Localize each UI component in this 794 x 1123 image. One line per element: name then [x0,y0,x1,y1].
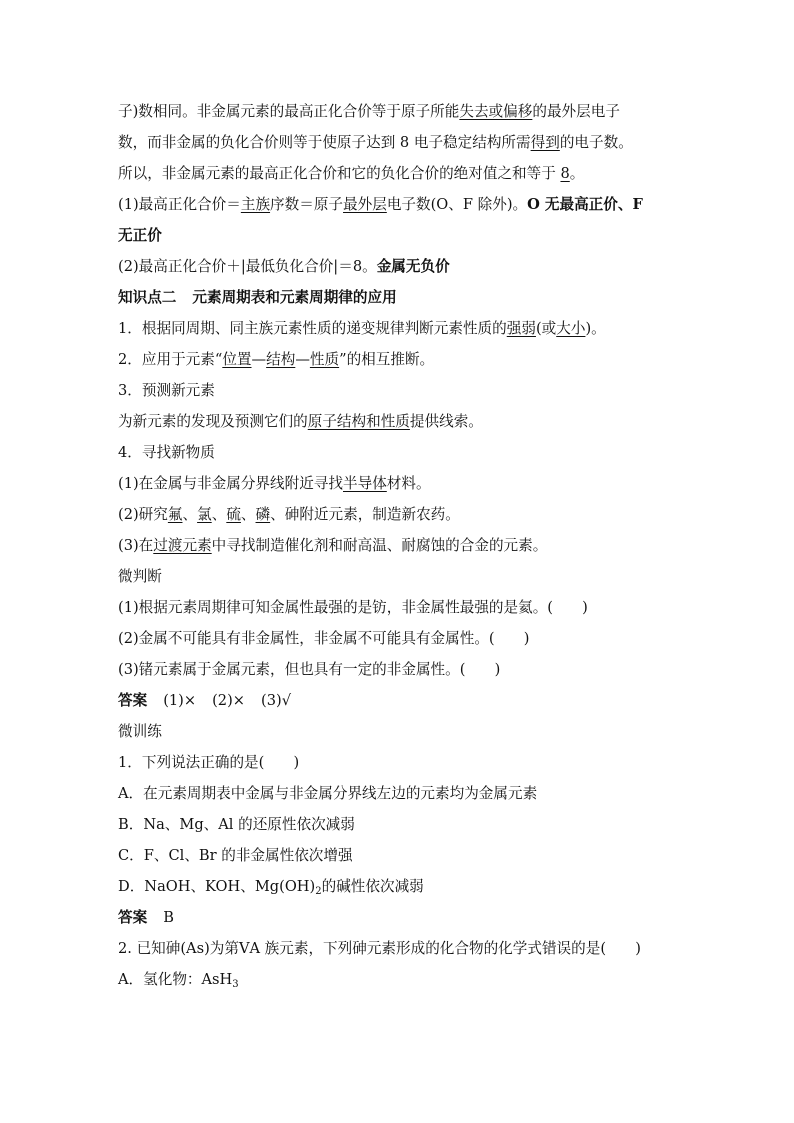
rule-line-1-cont [118,220,688,251]
underlined-answer: 硫 [226,506,241,523]
subheading-micro-training [118,716,688,747]
text: 为新元素的发现及预测它们的 [118,413,308,430]
paragraph-line-3 [118,158,688,189]
list-item-2 [118,344,688,375]
answer-value: (1)× [163,692,197,709]
section-heading [118,282,688,313]
text: 的电子数。 [559,134,633,151]
paragraph-line-2 [118,127,688,158]
answer-line-1 [118,685,688,716]
text: 2. 已知砷(As)为第ⅤA 族元素，下列砷元素形成的化合物的化学式错误的是( ) [118,940,641,957]
answer-value: B [163,909,174,926]
list-item-4-sub-3 [118,530,688,561]
list-item-3-detail [118,406,688,437]
text: )。 [585,320,606,337]
text: 3．预测新元素 [118,382,215,399]
document-body [118,96,688,995]
question-1 [118,747,688,778]
judgement-item-1 [118,592,688,623]
text: 电子数(O、F 除外)。 [386,196,528,213]
text: 的碱性依次减弱 [321,878,424,895]
text: — [295,351,310,368]
answer-label: 答案 [118,692,148,709]
underlined-answer: 性质 [309,351,340,368]
text: 数，而非金属的负化合价则等于使原子达到 8 电子稳定结构所需 [118,134,531,151]
section-number: 知识点二 [118,289,177,306]
subheading-micro-judgement [118,561,688,592]
bold-note: 无正价 [118,227,162,244]
text: A．在元素周期表中金属与非金属分界线左边的元素均为金属元素 [118,785,538,802]
question-1-option-d [118,871,688,902]
underlined-answer: 强弱 [506,320,536,337]
question-2 [118,933,688,964]
underlined-answer: 位置 [222,351,252,368]
underlined-answer: 磷 [255,506,271,523]
text: (2)最高正化合价＋|最低负化合价|＝8。 [118,258,377,275]
text: 的最外层电子 [532,103,620,120]
text: (或 [535,320,557,337]
text: A．氢化物：AsH [118,971,233,988]
text: 材料。 [386,475,431,492]
text: ”的相互推断。 [339,351,435,368]
text: 、砷附近元素，制造新农药。 [270,506,460,523]
text: 序数＝原子 [270,196,344,213]
list-item-3 [118,375,688,406]
underlined-answer: 8 [560,165,570,182]
question-1-option-c [118,840,688,871]
bold-note: 金属无负价 [376,258,450,275]
rule-line-2 [118,251,688,282]
judgement-item-2 [118,623,688,654]
text: 微训练 [118,723,162,740]
text: (3)在 [118,537,154,554]
text: (1)最高正化合价＝ [118,196,241,213]
text: 1．下列说法正确的是( ) [118,754,300,771]
question-1-option-a [118,778,688,809]
question-1-option-b [118,809,688,840]
answer-line-2 [118,902,688,933]
text: (3)锗元素属于金属元素，但也具有一定的非金属性。( ) [118,661,501,678]
section-title: 元素周期表和元素周期律的应用 [192,289,397,306]
underlined-answer: 原子结构和性质 [307,413,410,430]
text: 、 [240,506,256,523]
question-2-option-a [118,964,688,995]
underlined-answer: 失去或偏移 [459,103,533,120]
text: 子)数相同。非金属元素的最高正化合价等于原子所能 [118,103,460,120]
underlined-answer: 氯 [197,506,212,523]
underlined-answer: 结构 [266,351,296,368]
underlined-answer: 大小 [556,320,586,337]
text: 2．应用于元素“ [118,351,223,368]
text: (2)研究 [118,506,168,523]
text: 、 [211,506,227,523]
bold-note: O 无最高正价、F [527,196,643,213]
underlined-answer: 过渡元素 [153,537,212,554]
text: 。 [569,165,585,182]
list-item-4-sub-1 [118,468,688,499]
underlined-answer: 半导体 [343,475,387,492]
text: (1)根据元素周期律可知金属性最强的是钫，非金属性最强的是氦。( ) [118,599,588,616]
underlined-answer: 最外层 [343,196,387,213]
underlined-answer: 氟 [167,506,183,523]
text: 微判断 [118,568,162,585]
underlined-answer: 得到 [530,134,560,151]
text: — [251,351,267,368]
text: C．F、Cl、Br 的非金属性依次增强 [118,847,353,864]
paragraph-line-1 [118,96,688,127]
underlined-answer: 主族 [240,196,271,213]
text: 1．根据同周期、同主族元素性质的递变规律判断元素性质的 [118,320,507,337]
text: 提供线索。 [409,413,483,430]
text: 4．寻找新物质 [118,444,215,461]
answer-value: (3)√ [261,692,291,709]
list-item-1 [118,313,688,344]
answer-label: 答案 [118,909,148,926]
subscript: 2 [315,886,322,897]
list-item-4-sub-2 [118,499,688,530]
text: 、 [182,506,198,523]
text: 中寻找制造催化剂和耐高温、耐腐蚀的合金的元素。 [211,537,548,554]
text: (2)金属不可能具有非金属性，非金属不可能具有金属性。( ) [118,630,530,647]
answer-value: (2)× [212,692,246,709]
list-item-4 [118,437,688,468]
judgement-item-3 [118,654,688,685]
text: D．NaOH、KOH、Mg(OH) [118,878,316,895]
text: B．Na、Mg、Al 的还原性依次减弱 [118,816,355,833]
text: (1)在金属与非金属分界线附近寻找 [118,475,343,492]
rule-line-1 [118,189,688,220]
subscript: 3 [232,979,239,990]
text: 所以，非金属元素的最高正化合价和它的负化合价的绝对值之和等于 [118,165,561,182]
